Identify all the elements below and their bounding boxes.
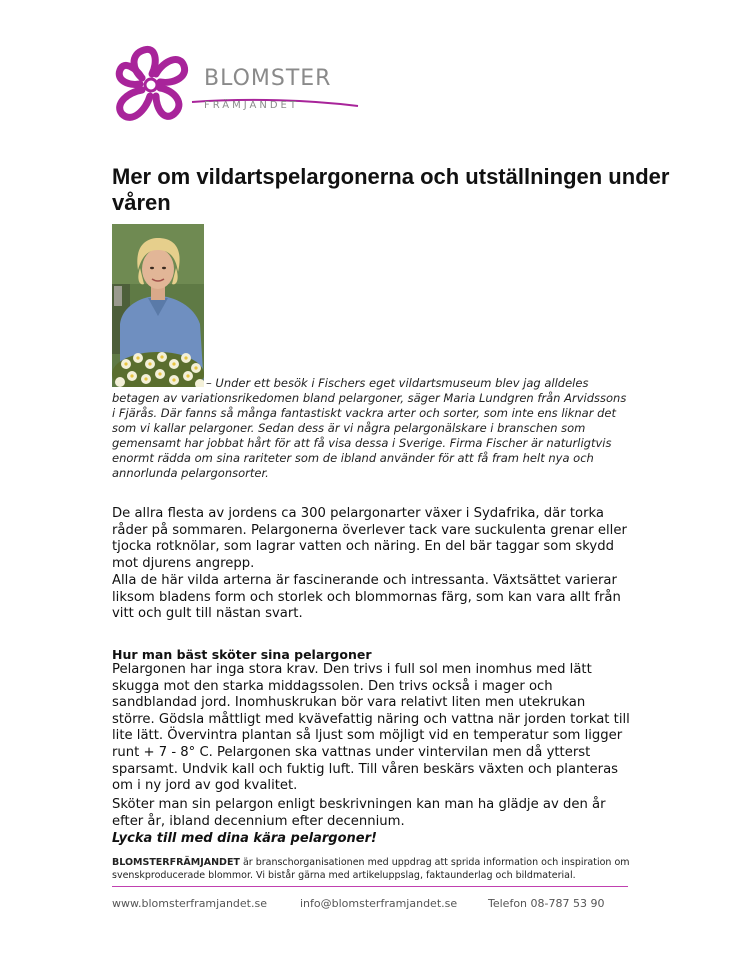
paragraph-gladje: Sköter man sin pelargon enligt beskrivningen kan man ha glädje av den år efter år, ibland decennium efter decennium.	[112, 797, 606, 829]
paragraph-skotsel: Pelargonen har inga stora krav. Den trivs i full sol men inomhus med lätt skugga mot den starka middagssolen. Den trivs också i mager och sandblandad jord. Inomhuskrukan bör vara relativt liten men utekrukan större. Gödsla måttligt med kvävefattig näring och vattna när jorden torkat till lite lätt. Övervintra plantan så ljust som möjligt vid en temperatur som ligger runt + 7 - 8° C. Pelargonen ska vattnas under vintervilan men då ytterst sparsamt. Undvik kall och fuktig luft. Till våren beskärs växten och planteras om i ny jord av god kvalitet.	[112, 662, 630, 794]
footer-divider	[112, 886, 628, 887]
footer-website-link[interactable]: www.blomsterframjandet.se	[112, 897, 267, 910]
closing-line: Lycka till med dina kära pelargoner!	[112, 831, 377, 846]
page-title: Mer om vildartspelargonerna och utställningen under våren	[112, 164, 670, 215]
footer-phone: Telefon 08-787 53 90	[488, 897, 605, 910]
section-heading: Hur man bäst sköter sina pelargoner	[112, 647, 372, 662]
flower-logo-icon	[112, 40, 192, 130]
paragraph-vilda-arter: Alla de här vilda arterna är fascinerande och intressanta. Växtsättet varierar liksom bladens form och storlek och blommornas färg, som kan vara allt från vitt och gult till nästan svart.	[112, 573, 621, 622]
footer-email-link[interactable]: info@blomsterframjandet.se	[300, 897, 458, 910]
paragraph-sydafrika: De allra flesta av jordens ca 300 pelargonarter växer i Sydafrika, där torka råder på sommaren. Pelargonerna överlever tack vare suckulenta grenar eller tjocka rotknölar, som lagrar vatten och näring. En del bär taggar som skydd mot djurens angrepp.	[112, 506, 627, 571]
footer-description	[112, 856, 632, 882]
footer-text: är branschorganisationen med uppdrag att sprida information och inspiration om svenskproducerade blommor. Vi bistår gärna med artikeluppslag, faktaunderlag och bildmaterial.	[112, 857, 630, 881]
footer-org: BLOMSTERFRÄMJANDET	[112, 857, 240, 868]
portrait-photo	[112, 224, 204, 387]
logo-subtitle: FRÄMJANDET	[204, 100, 299, 111]
logo-word: BLOMSTER	[204, 66, 332, 91]
logo	[112, 40, 362, 130]
intro-quote	[112, 376, 632, 481]
intro-quote-text: – Under ett besök i Fischers eget vildartsmuseum blev jag alldeles betagen av variationsrikedomen bland pelargoner, säger Maria Lundgren från Arvidssons i Fjärås. Där fanns så många fantastiskt vackra arter och sorter, som inte ens liknar det som vi kallar pelargoner. Sedan dess är vi några pelargonälskare i branschen som gemensamt har jobbat hårt för att få visa dessa i Sverige. Firma Fischer är naturligtvis enormt rädda om sina rariteter som de ibland använder för att få fram helt nya och annorlunda pelargonsorter.	[112, 376, 627, 480]
